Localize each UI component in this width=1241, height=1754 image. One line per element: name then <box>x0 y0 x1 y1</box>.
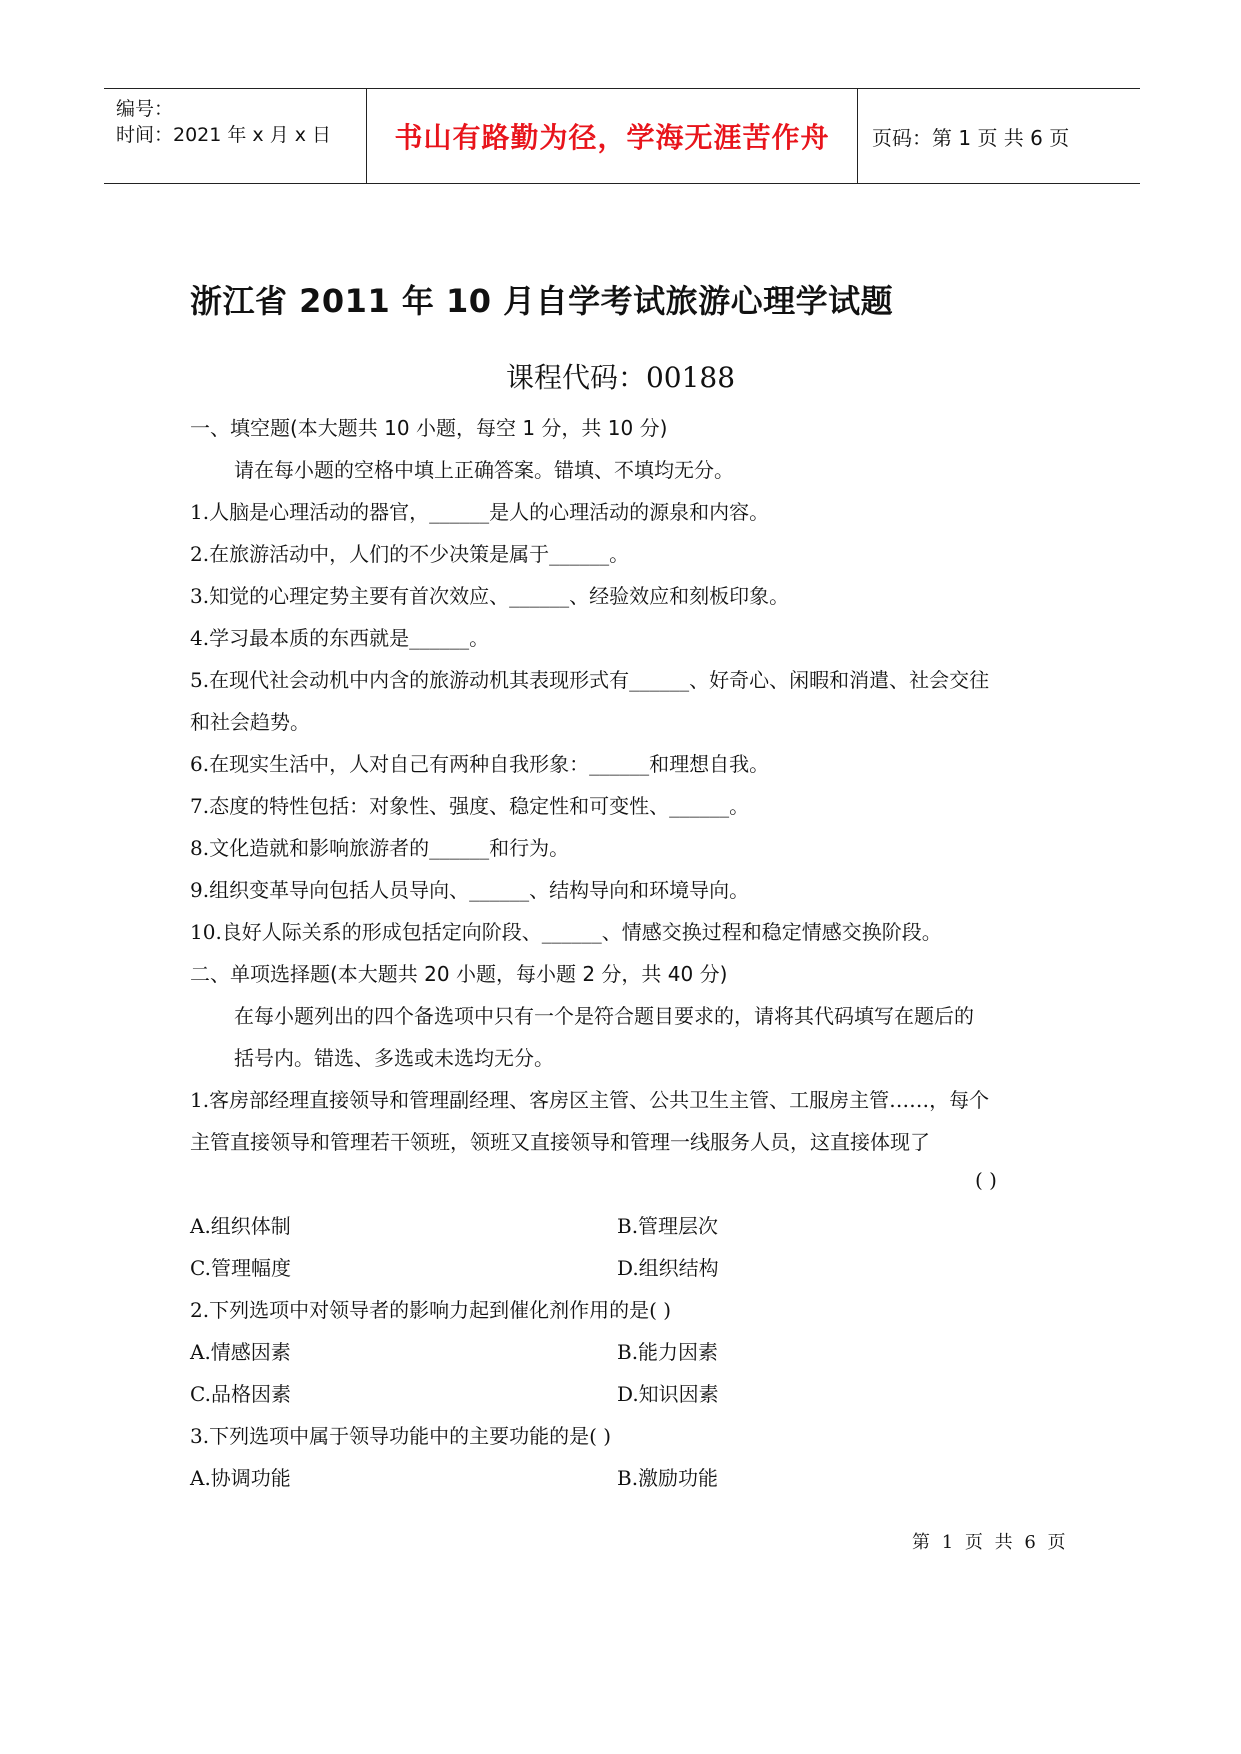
header-motto-cell <box>367 89 858 183</box>
header-meta-cell <box>104 89 367 183</box>
header-page-cell <box>858 89 1140 183</box>
option-a: A.协调功能 <box>190 1466 291 1490</box>
option-b: B.激励功能 <box>617 1466 719 1490</box>
choice-question-1: 1.客房部经理直接领导和管理副经理、客房区主管、公共卫生主管、工服房主管……，每个 <box>190 1088 990 1112</box>
choice-question-3: 3.下列选项中属于领导功能中的主要功能的是( ) <box>190 1424 612 1448</box>
page-info: 页码：第 1 页 共 6 页 <box>872 125 1070 150</box>
section1-instruction: 请在每小题的空格中填上正确答案。错填、不填均无分。 <box>234 458 734 482</box>
option-a: A.情感因素 <box>190 1340 291 1364</box>
fill-question-10: 10.良好人际关系的形成包括定向阶段、______、情感交换过程和稳定情感交换阶段。 <box>190 920 942 944</box>
fill-question-8: 8.文化造就和影响旅游者的______和行为。 <box>190 836 570 860</box>
fill-question-4: 4.学习最本质的东西就是______。 <box>190 626 490 650</box>
fill-question-9: 9.组织变革导向包括人员导向、______、结构导向和环境导向。 <box>190 878 750 902</box>
section2-heading: 二、单项选择题(本大题共 20 小题，每小题 2 分，共 40 分) <box>190 962 728 986</box>
time-label: 时间：2021 年 x 月 x 日 <box>116 124 332 146</box>
fill-question-2: 2.在旅游活动中，人们的不少决策是属于______。 <box>190 542 630 566</box>
option-d: D.组织结构 <box>617 1256 719 1280</box>
option-b: B.能力因素 <box>617 1340 719 1364</box>
section1-heading: 一、填空题(本大题共 10 小题，每空 1 分，共 10 分) <box>190 416 668 440</box>
fill-question-6: 6.在现实生活中，人对自己有两种自我形象：______和理想自我。 <box>190 752 770 776</box>
section2-instruction-1: 在每小题列出的四个备选项中只有一个是符合题目要求的，请将其代码填写在题后的 <box>234 1004 974 1028</box>
option-c: C.品格因素 <box>190 1382 291 1406</box>
number-label: 编号： <box>116 98 174 120</box>
fill-question-5-cont: 和社会趋势。 <box>190 710 310 734</box>
course-code: 课程代码：00188 <box>505 361 736 394</box>
option-c: C.管理幅度 <box>190 1256 291 1280</box>
answer-paren: ( ) <box>975 1168 997 1192</box>
fill-question-7: 7.态度的特性包括：对象性、强度、稳定性和可变性、______。 <box>190 794 750 818</box>
page-footer: 第 1 页 共 6 页 <box>912 1532 1069 1553</box>
fill-question-3: 3.知觉的心理定势主要有首次效应、______、经验效应和刻板印象。 <box>190 584 790 608</box>
exam-title: 浙江省 2011 年 10 月自学考试旅游心理学试题 <box>190 282 894 320</box>
option-b: B.管理层次 <box>617 1214 719 1238</box>
choice-question-2: 2.下列选项中对领导者的影响力起到催化剂作用的是( ) <box>190 1298 672 1322</box>
motto-text: 书山有路勤为径，学海无涯苦作舟 <box>394 121 830 154</box>
document-header <box>104 88 1140 184</box>
section2-instruction-2: 括号内。错选、多选或未选均无分。 <box>234 1046 554 1070</box>
option-a: A.组织体制 <box>190 1214 291 1238</box>
fill-question-1: 1.人脑是心理活动的器官，______是人的心理活动的源泉和内容。 <box>190 500 770 524</box>
fill-question-5: 5.在现代社会动机中内含的旅游动机其表现形式有______、好奇心、闲暇和消遣、社会交往 <box>190 668 990 692</box>
choice-question-1-cont: 主管直接领导和管理若干领班，领班又直接领导和管理一线服务人员，这直接体现了 <box>190 1130 930 1154</box>
option-d: D.知识因素 <box>617 1382 719 1406</box>
